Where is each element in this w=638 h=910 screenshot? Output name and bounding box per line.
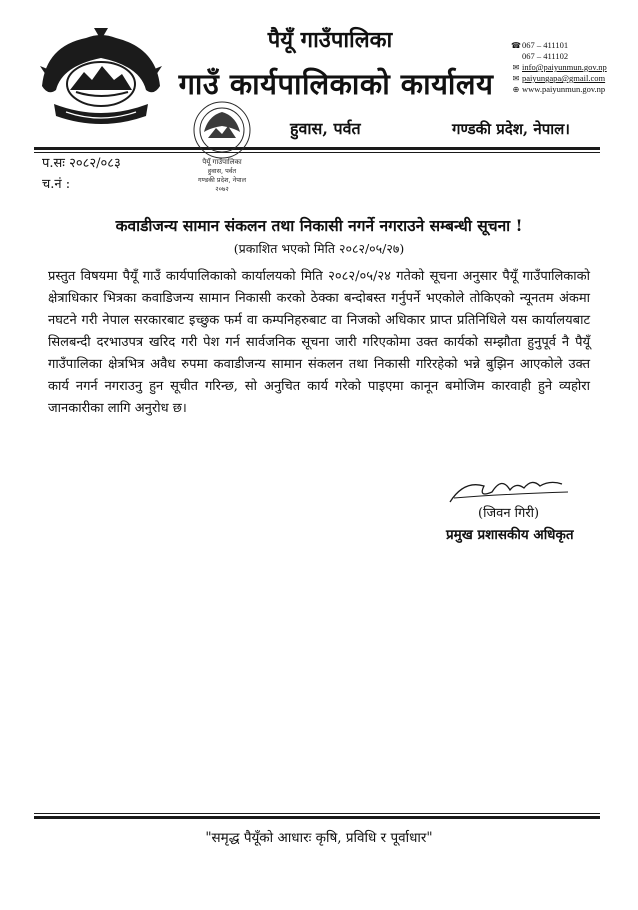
email-link-1[interactable]: info@paiyunmun.gov.np [522,62,607,72]
contact-block [510,40,607,95]
website-row [510,84,607,95]
email-link-2[interactable]: paiyungapa@gmail.com [522,73,606,83]
signature-icon [444,468,574,508]
email-icon: ✉ [512,74,520,83]
header-divider [34,147,600,150]
province-name: गण्डकी प्रदेश, नेपाल। [452,120,570,138]
stamp-line-1: पैयूँ गाउँपालिका [202,158,242,166]
email-icon: ✉ [512,63,520,72]
stamp-line-3: गण्डकी प्रदेश, नेपाल [197,176,247,184]
published-date: (प्रकाशित भएको मिति २०८२/०५/२७) [233,241,405,256]
notice-body: प्रस्तुत विषयमा पैयूँ गाउँ कार्यपालिकाको कार्यालयको मिति २०८२/०५/२४ गतेको सूचना अनुसार पैयूँ गाउँपालिकाको क्षेत्राधिकार भित्रका कवाडिजन्य सामान निकासी करको ठेक्का बन्दोबस्त गर्नुपर्ने भएकोले तोकिएको न्यूनतम अंकमा नघटने गरी नेपाल सरकारबाट इच्छुक फर्म वा कम्पनिहरुबाट वा निजको अधिकार प्राप्त प्रतिनिधिले यस कार्यालयबाट सिलबन्दी दरभाउपत्र खरिद गरी पेश गर्न सार्वजनिक सूचना जारी गरिएकोमा उक्त कार्यको सम्झौता हुनुपूर्व नै पैयूँ गाउँपालिका क्षेत्रभित्र अवैध रुपमा कवाडीजन्य सामान संकलन तथा निकासी गरिरहेको भन्ने बुझिन आएकोले उक्त कार्य नगर्न नगराउनु हुन सूचीत गरिन्छ, सो अनुचित कार्य गरेको पाइएमा कानून बमोजिम कारवाही हुने व्यहोरा जानकारीका लागि अनुरोध छ। [48,269,590,416]
phone-number-2: 067 – 411102 [522,51,569,61]
office-stamp-icon [180,98,264,194]
signatory-name: (जिवन गिरी) [478,506,540,521]
email-row-1 [510,62,607,73]
notice-title: कवाडीजन्य सामान संकलन तथा निकासी नगर्ने नगराउने सम्बन्धी सूचना ! [115,216,523,235]
stamp-line-2: हुवास, पर्वत [207,167,237,175]
globe-icon: ⊕ [512,85,520,94]
phone-row-2 [510,51,607,62]
office-address: हुवास, पर्वत [290,119,361,138]
municipality-name: पैयूँ गाउँपालिका [267,27,393,53]
phone-number-1: 067 – 411101 [522,40,569,50]
footer-divider [34,816,600,819]
footer-motto: "समृद्ध पैयूँको आधारः कृषि, प्रविधि र पूर्वाधार" [205,830,433,846]
phone-icon: ☎ [511,41,521,50]
website-link[interactable]: www.paiyunmun.gov.np [522,84,606,94]
dispatch-number: च.नं : [42,177,71,192]
office-name: गाउँ कार्यपालिकाको कार्यालय [178,67,494,101]
nepal-emblem-icon [36,26,166,134]
stamp-line-4: २०७२ [215,185,229,193]
signatory-title: प्रमुख प्रशासकीय अधिकृत [446,527,574,543]
email-row-2 [510,73,607,84]
footer-divider-thin [34,813,600,814]
letter-ps-number: प.सः २०८२/०८३ [42,156,121,171]
phone-row [510,40,607,51]
